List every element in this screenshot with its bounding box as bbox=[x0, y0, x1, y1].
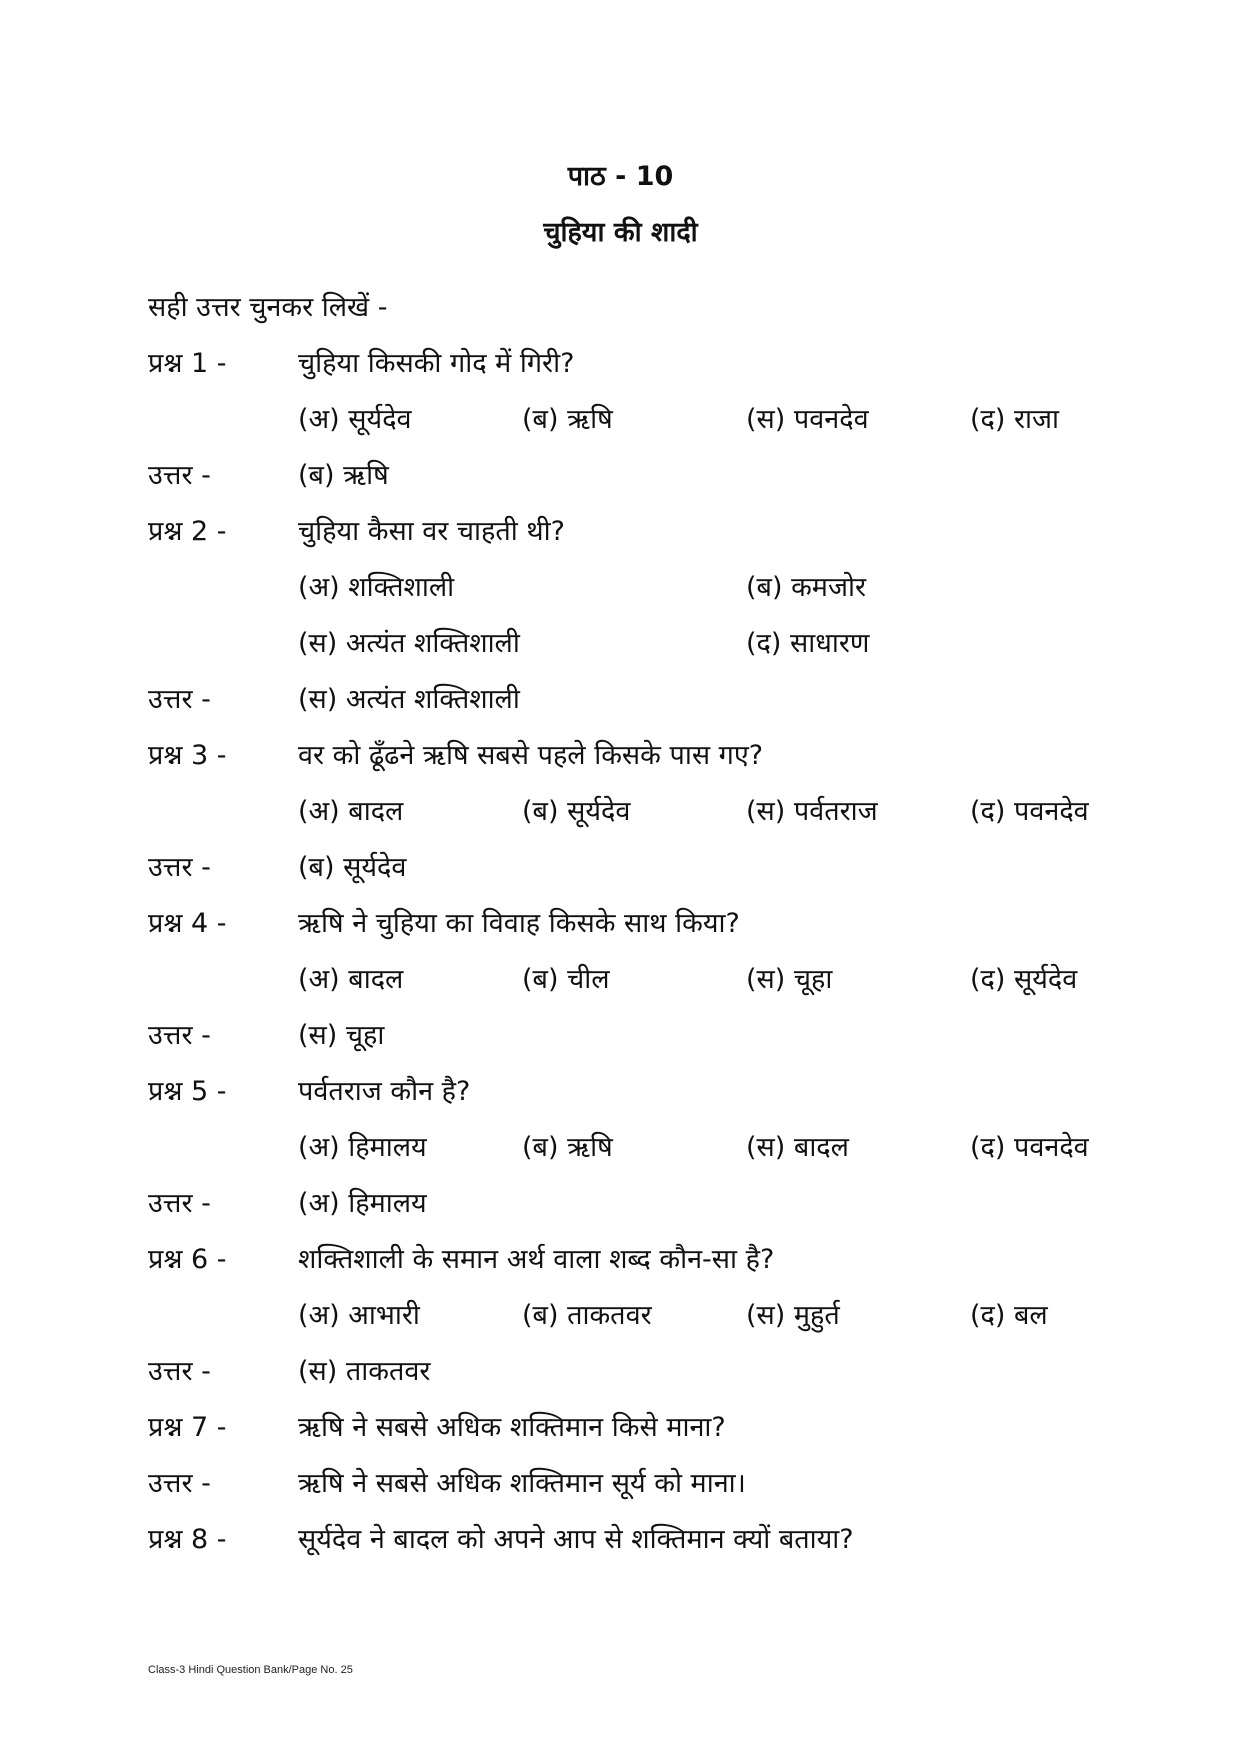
option-c: (स) अत्यंत शक्तिशाली bbox=[298, 628, 520, 659]
answer-text: ऋषि ने सबसे अधिक शक्तिमान सूर्य को माना। bbox=[298, 1468, 746, 1499]
option-b: (ब) ऋषि bbox=[522, 1132, 613, 1163]
answer-label: उत्तर - bbox=[148, 852, 211, 883]
question-text: ऋषि ने सबसे अधिक शक्तिमान किसे माना? bbox=[298, 1412, 726, 1443]
answer-label: उत्तर - bbox=[148, 460, 211, 491]
question-text: पर्वतराज कौन है? bbox=[298, 1076, 471, 1107]
option-d: (द) पवनदेव bbox=[970, 1132, 1089, 1163]
option-b: (ब) चील bbox=[522, 964, 610, 995]
option-c: (स) मुहुर्त bbox=[746, 1300, 840, 1331]
option-a: (अ) सूर्यदेव bbox=[298, 404, 412, 435]
option-c: (स) पवनदेव bbox=[746, 404, 869, 435]
option-b: (ब) कमजोर bbox=[746, 572, 867, 603]
option-b: (ब) ऋषि bbox=[522, 404, 613, 435]
lesson-number: पाठ - 10 bbox=[567, 161, 674, 192]
question-text: चुहिया किसकी गोद में गिरी? bbox=[298, 348, 575, 379]
answer-text: (स) अत्यंत शक्तिशाली bbox=[298, 684, 520, 715]
option-b: (ब) ताकतवर bbox=[522, 1300, 652, 1331]
option-c: (स) बादल bbox=[746, 1132, 849, 1163]
page-footer: Class-3 Hindi Question Bank/Page No. 25 bbox=[148, 1664, 353, 1676]
answer-text: (ब) सूर्यदेव bbox=[298, 852, 407, 883]
question-text: वर को ढूँढने ऋषि सबसे पहले किसके पास गए? bbox=[298, 740, 764, 771]
answer-text: (ब) ऋषि bbox=[298, 460, 389, 491]
question-text: चुहिया कैसा वर चाहती थी? bbox=[298, 516, 565, 547]
question-text: सूर्यदेव ने बादल को अपने आप से शक्तिमान क्यों बताया? bbox=[298, 1524, 854, 1555]
question-text: शक्तिशाली के समान अर्थ वाला शब्द कौन-सा है? bbox=[298, 1244, 775, 1275]
question-label: प्रश्न 8 - bbox=[148, 1524, 227, 1555]
answer-text: (स) ताकतवर bbox=[298, 1356, 431, 1387]
option-a: (अ) बादल bbox=[298, 964, 404, 995]
question-label: प्रश्न 3 - bbox=[148, 740, 227, 771]
question-label: प्रश्न 7 - bbox=[148, 1412, 227, 1443]
option-a: (अ) शक्तिशाली bbox=[298, 572, 455, 603]
question-label: प्रश्न 2 - bbox=[148, 516, 227, 547]
answer-label: उत्तर - bbox=[148, 1468, 211, 1499]
option-b: (ब) सूर्यदेव bbox=[522, 796, 631, 827]
question-label: प्रश्न 1 - bbox=[148, 348, 227, 379]
option-a: (अ) आभारी bbox=[298, 1300, 420, 1331]
option-d: (द) बल bbox=[970, 1300, 1048, 1331]
option-c: (स) चूहा bbox=[746, 964, 833, 995]
question-label: प्रश्न 6 - bbox=[148, 1244, 227, 1275]
question-text: ऋषि ने चुहिया का विवाह किसके साथ किया? bbox=[298, 908, 740, 939]
instruction: सही उत्तर चुनकर लिखें - bbox=[148, 292, 388, 323]
option-a: (अ) बादल bbox=[298, 796, 404, 827]
answer-label: उत्तर - bbox=[148, 1020, 211, 1051]
option-d: (द) साधारण bbox=[746, 628, 870, 659]
option-d: (द) पवनदेव bbox=[970, 796, 1089, 827]
answer-label: उत्तर - bbox=[148, 684, 211, 715]
answer-text: (अ) हिमालय bbox=[298, 1188, 427, 1219]
lesson-title: चुहिया की शादी bbox=[543, 217, 698, 248]
question-label: प्रश्न 5 - bbox=[148, 1076, 227, 1107]
option-c: (स) पर्वतराज bbox=[746, 796, 878, 827]
option-d: (द) सूर्यदेव bbox=[970, 964, 1078, 995]
option-d: (द) राजा bbox=[970, 404, 1060, 435]
answer-label: उत्तर - bbox=[148, 1188, 211, 1219]
option-a: (अ) हिमालय bbox=[298, 1132, 427, 1163]
answer-label: उत्तर - bbox=[148, 1356, 211, 1387]
answer-text: (स) चूहा bbox=[298, 1020, 385, 1051]
question-label: प्रश्न 4 - bbox=[148, 908, 227, 939]
